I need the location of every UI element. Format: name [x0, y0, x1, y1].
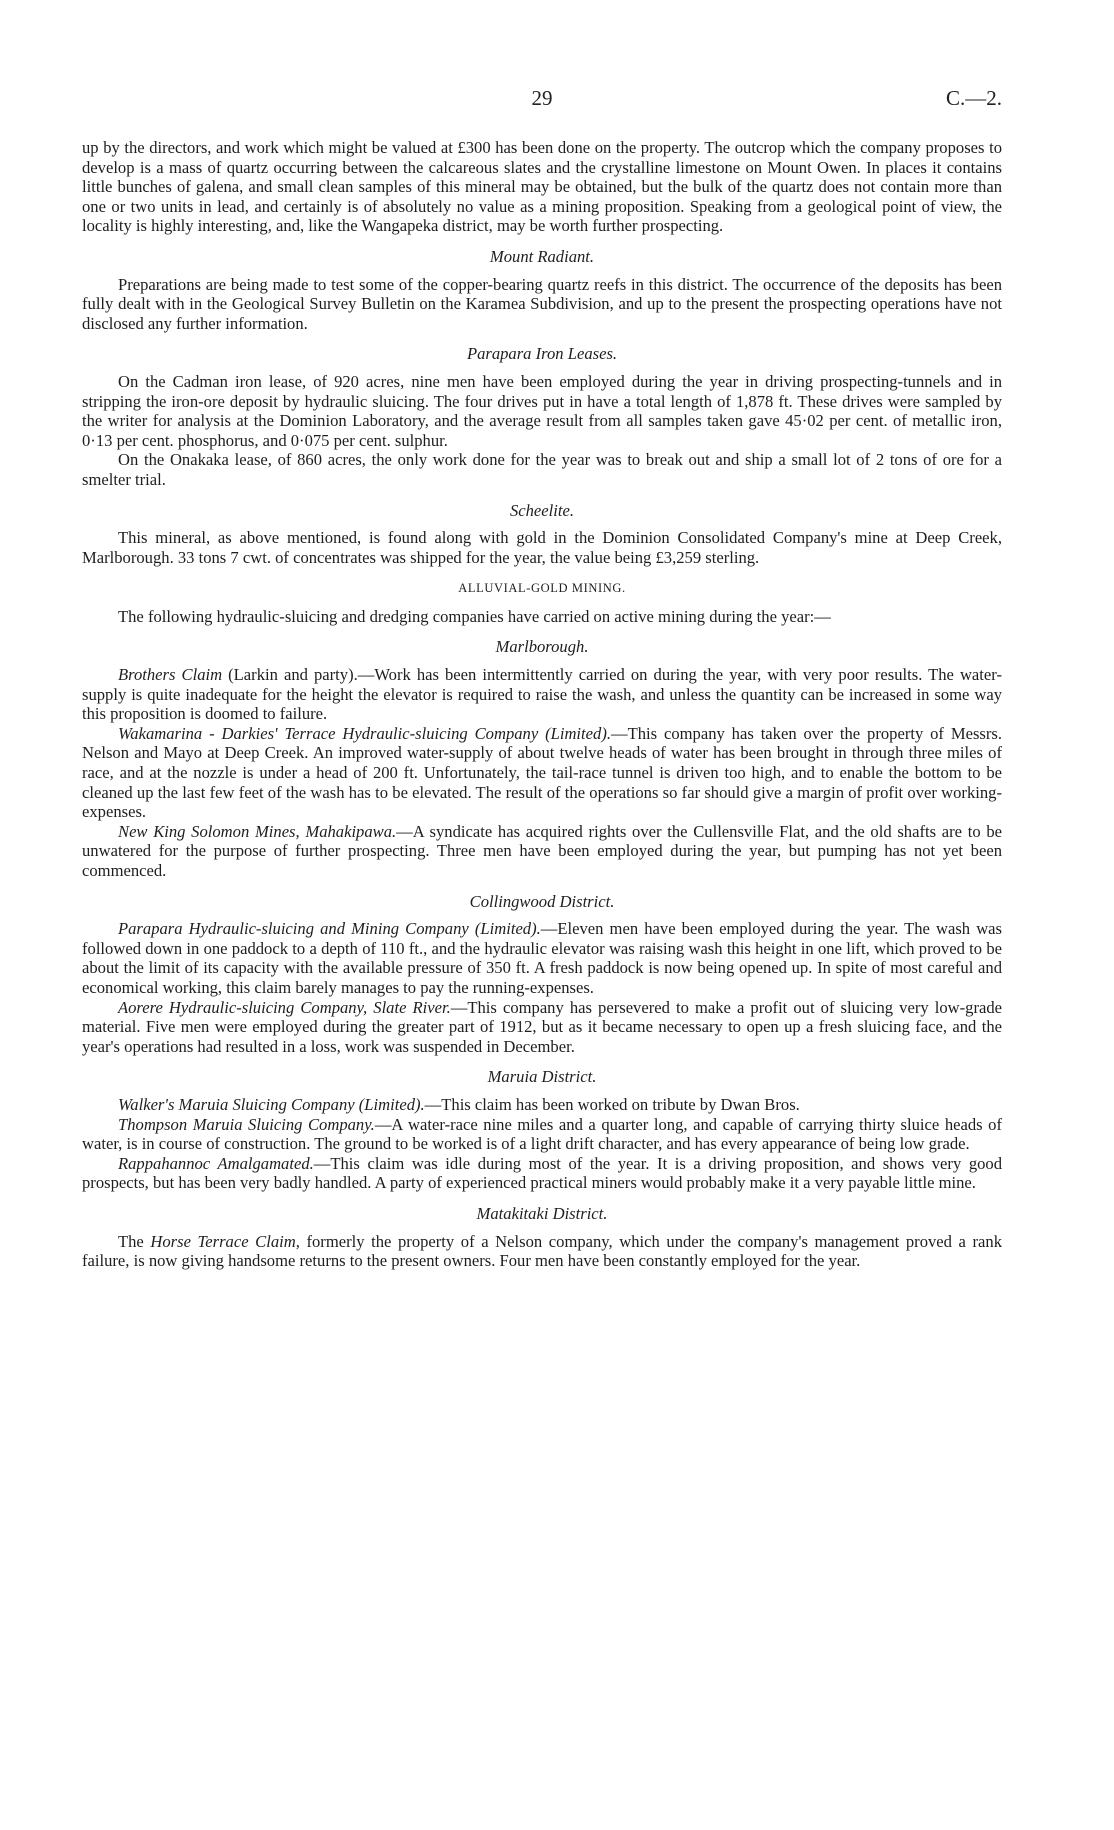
- paragraph-wakamarina: [82, 724, 1002, 822]
- paragraph-walkers-maruia: [82, 1095, 1002, 1115]
- paragraph-mount-radiant: Preparations are being made to test some of the copper-bearing quartz reefs in this district. The occurrence of the deposits has been fully dealt with in the Geological Survey Bulletin on the Karamea Subdivision, and up to the present the prospecting operations have not disclosed any further information.: [82, 274, 1002, 333]
- paragraph-text: —A syndicate has acquired rights over the Cullensville Flat, and the old shafts are to be unwatered for the purpose of further prospecting. Three men have been employed during the year, but pumping has not yet been commenced.: [82, 821, 1002, 880]
- section-heading-parapara-iron-leases: Parapara Iron Leases.: [466, 344, 618, 364]
- paragraph-brothers-claim: [82, 665, 1002, 724]
- paragraph-text: (Larkin and party).—Work has been intermittently carried on during the year, with very poor results. The water-supply is quite inadequate for the height the elevator is required to raise the wash, and unless the quantity can be increased in some way this proposition is doomed to failure.: [82, 665, 1002, 724]
- section-heading-mount-radiant: Mount Radiant.: [489, 246, 595, 266]
- paragraph-horse-terrace: [82, 1232, 1002, 1271]
- page-number: 29: [531, 86, 553, 110]
- section-heading-maruia: Maruia District.: [487, 1067, 597, 1087]
- paragraph-aorere: [82, 998, 1002, 1057]
- paragraph-text: —This claim has been worked on tribute by Dwan Bros.: [424, 1094, 800, 1114]
- section-heading-alluvial-gold-mining: ALLUVIAL-GOLD MINING.: [458, 581, 626, 596]
- document-body: [82, 138, 1002, 1271]
- paragraph-text: formerly the property of a Nelson company, which under the company's management proved a rank failure, is now giving handsome returns to the present owners. Four men have been constantly employed for the year.: [82, 1231, 1003, 1271]
- section-heading-collingwood: Collingwood District.: [469, 891, 615, 911]
- company-name: Walker's Maruia Sluicing Company (Limited).: [118, 1094, 425, 1114]
- paragraph-new-king-solomon: [82, 822, 1002, 881]
- paragraph-text: —This company has taken over the property of Messrs. Nelson and Mayo at Deep Creek. An improved water-supply of about twelve heads of water has been brought in through three miles of race, and at the nozzle is under a head of 200 ft. Unfortunately, the tail-race tunnel is driven too high, and to enable the bottom to be cleaned up the last few feet of the wash has to be elevated. The result of the operations so far should give a margin of profit over working-expenses.: [82, 723, 1003, 822]
- paragraph-parapara-hydraulic: [82, 919, 1002, 997]
- paragraph-cadman-lease: On the Cadman iron lease, of 920 acres, nine men have been employed during the year in driving prospecting-tunnels and in stripping the iron-ore deposit by hydraulic sluicing. The four drives put in have a total length of 1,878 ft. These drives were sampled by the writer for analysis at the Dominion Laboratory, and the average result from all samples taken gave 45·02 per cent. of metallic iron, 0·13 per cent. phosphorus, and 0·075 per cent. sulphur.: [82, 371, 1002, 450]
- paragraph-mount-owen: up by the directors, and work which might be valued at £300 has been done on the property. The outcrop which the company proposes to develop is a mass of quartz occurring between the calcareous slates and the crystalline limestone on Mount Owen. In places it contains little bunches of galena, and small clean samples of this mineral may be obtained, but the bulk of the quartz does not contain more than one or two units in lead, and certainly is of absolutely no value as a mining proposition. Speaking from a geological point of view, the locality is highly interesting, and, like the Wangapeka district, may be worth further prospecting.: [82, 138, 1002, 236]
- company-name: Parapara Hydraulic-sluicing and Mining Company (Limited).: [118, 919, 541, 939]
- paragraph-text: —This claim was idle during most of the year. It is a driving proposition, and shows very good prospects, but has been very badly handled. A party of experienced practical miners would probably make it a very payable little mine.: [82, 1153, 1003, 1193]
- company-name: Wakamarina - Darkies' Terrace Hydraulic-sluicing Company (Limited).: [118, 723, 611, 743]
- paragraph-scheelite: This mineral, as above mentioned, is found along with gold in the Dominion Consolidated Company's mine at Deep Creek, Marlborough. 33 tons 7 cwt. of concentrates was shipped for the year, the value being £3,259 sterling.: [82, 528, 1002, 567]
- paragraph-thompson-maruia: [82, 1115, 1002, 1154]
- paragraph-text: The: [118, 1231, 151, 1251]
- company-name: Brothers Claim: [118, 665, 223, 685]
- section-heading-scheelite: Scheelite.: [509, 500, 575, 520]
- company-name: Rappahannoc Amalgamated.: [118, 1153, 314, 1173]
- paragraph-rappahannoc: [82, 1154, 1002, 1193]
- company-name: Aorere Hydraulic-sluicing Company, Slate River.: [118, 997, 451, 1017]
- paragraph-text: —A water-race nine miles and a quarter long, and capable of carrying thirty sluice heads of water, is in course of construction. The ground to be worked is of a light drift character, and has every appearance of being low grade.: [82, 1114, 1002, 1154]
- paragraph-text: —This company has persevered to make a profit out of sluicing very low-grade material. Five men were employed during the greater part of 1912, but as it became necessary to open up a fresh sluicing face, and the year's operations had resulted in a loss, work was suspended in December.: [82, 997, 1003, 1056]
- page-header: [82, 86, 1002, 116]
- company-name: New King Solomon Mines, Mahakipawa.: [118, 821, 397, 841]
- paragraph-onakaka-lease: On the Onakaka lease, of 860 acres, the only work done for the year was to break out and ship a small lot of 2 tons of ore for a smelter trial.: [82, 450, 1002, 489]
- document-reference: C.—2.: [945, 86, 1002, 110]
- section-heading-marlborough: Marlborough.: [495, 637, 589, 657]
- paragraph-alluvial-intro: The following hydraulic-sluicing and dredging companies have carried on active mining during the year:—: [118, 606, 831, 626]
- company-name: Thompson Maruia Sluicing Company.: [118, 1114, 375, 1134]
- section-heading-matakitaki: Matakitaki District.: [476, 1203, 608, 1223]
- company-name: Horse Terrace Claim,: [150, 1231, 300, 1251]
- paragraph-text: —Eleven men have been employed during the year. The wash was followed down in one paddock to a depth of 110 ft., and the hydraulic elevator was raising wash this height in one lift, which proved to be about the limit of its capacity with the available pressure of 350 ft. A fresh paddock is now being opened up. In spite of most careful and economical working, this claim barely manages to pay the running-expenses.: [82, 919, 1002, 997]
